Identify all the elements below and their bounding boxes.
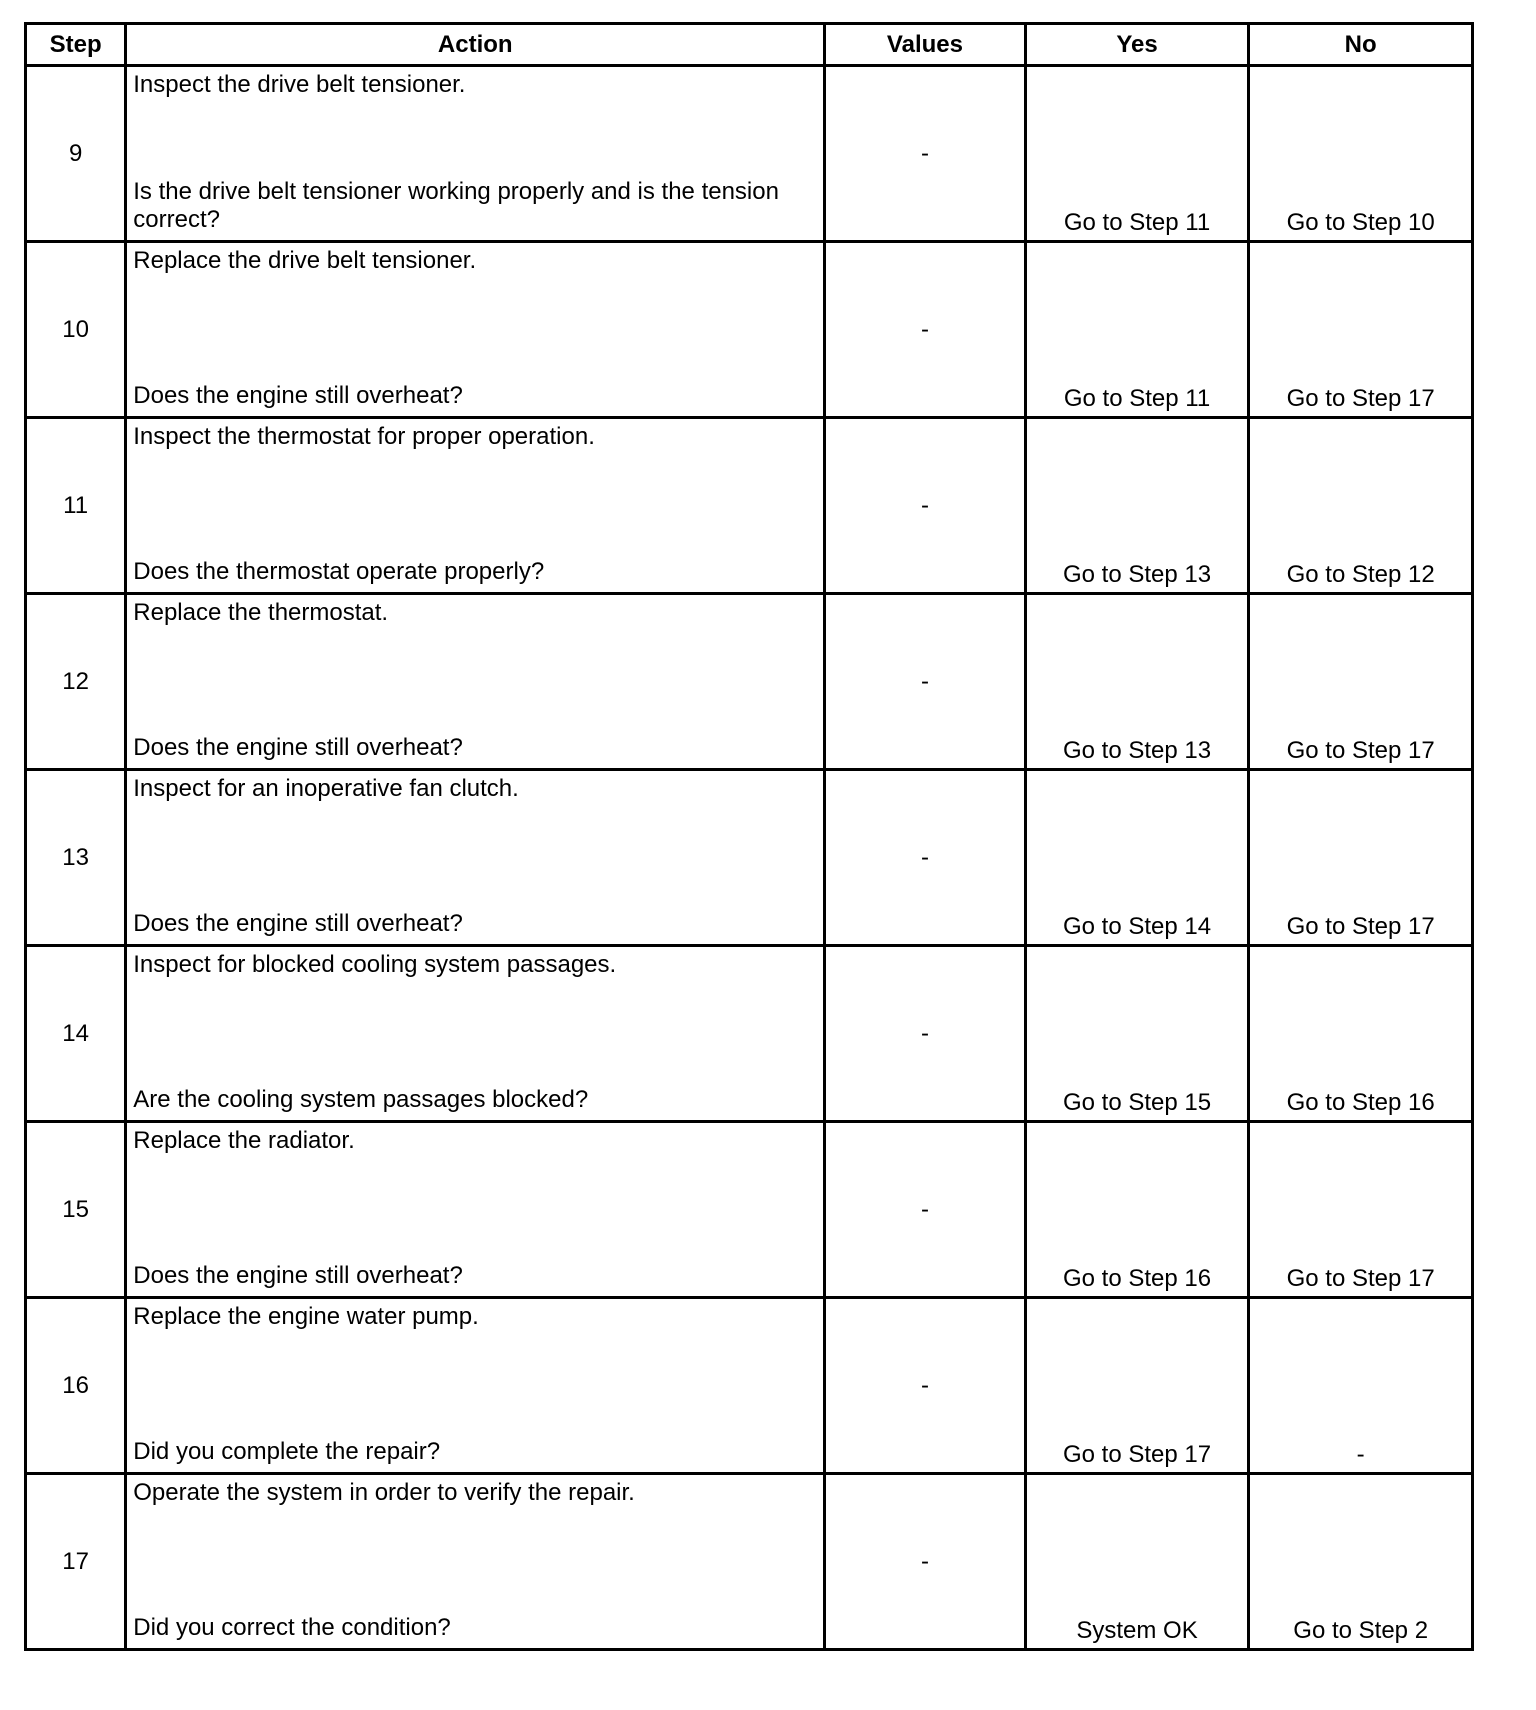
action-instruction: Operate the system in order to verify the repair. — [133, 1479, 635, 1506]
action-question: Is the drive belt tensioner working properly and is the tension correct? — [133, 178, 779, 233]
action-wrap — [127, 771, 823, 941]
action-wrap — [127, 1475, 823, 1645]
yes-result: Go to Step 14 — [1062, 913, 1212, 940]
yes-result: System OK — [1076, 1617, 1198, 1644]
no-result: Go to Step 2 — [1293, 1617, 1429, 1644]
action-cell — [126, 946, 825, 1122]
no-cell — [1249, 946, 1473, 1122]
values-cell: - — [825, 1298, 1026, 1474]
table-row — [26, 1474, 1473, 1650]
header-no: No — [1249, 24, 1473, 66]
values-cell: - — [825, 770, 1026, 946]
no-result: Go to Step 10 — [1286, 209, 1435, 236]
action-cell — [126, 242, 825, 418]
no-cell — [1249, 770, 1473, 946]
no-result: Go to Step 17 — [1286, 1265, 1435, 1292]
action-question: Does the engine still overheat? — [133, 1262, 463, 1289]
no-cell — [1249, 66, 1473, 242]
no-result: Go to Step 17 — [1286, 913, 1435, 940]
action-cell — [126, 1122, 825, 1298]
yes-cell — [1025, 418, 1249, 594]
table-row — [26, 1298, 1473, 1474]
no-result: Go to Step 16 — [1286, 1089, 1435, 1116]
action-wrap — [127, 243, 823, 413]
step-number: 10 — [26, 242, 126, 418]
header-yes: Yes — [1025, 24, 1249, 66]
step-number: 9 — [26, 66, 126, 242]
no-cell — [1249, 1474, 1473, 1650]
action-instruction: Replace the thermostat. — [133, 599, 389, 626]
step-number: 16 — [26, 1298, 126, 1474]
step-number: 11 — [26, 418, 126, 594]
header-values: Values — [825, 24, 1026, 66]
yes-result: Go to Step 16 — [1062, 1265, 1212, 1292]
yes-result: Go to Step 15 — [1062, 1089, 1212, 1116]
action-wrap — [127, 419, 823, 589]
table-row — [26, 1122, 1473, 1298]
step-number: 12 — [26, 594, 126, 770]
values-cell: - — [825, 1474, 1026, 1650]
no-cell — [1249, 418, 1473, 594]
action-question: Did you correct the condition? — [133, 1614, 451, 1641]
action-instruction: Inspect the thermostat for proper operation. — [133, 423, 595, 450]
no-cell — [1249, 242, 1473, 418]
values-cell: - — [825, 1122, 1026, 1298]
table-row — [26, 770, 1473, 946]
action-question: Does the engine still overheat? — [133, 382, 463, 409]
action-instruction: Replace the engine water pump. — [133, 1303, 479, 1330]
action-instruction: Replace the radiator. — [133, 1127, 355, 1154]
yes-cell — [1025, 594, 1249, 770]
action-question: Does the thermostat operate properly? — [133, 558, 545, 585]
action-instruction: Inspect for blocked cooling system passages. — [133, 951, 617, 978]
action-wrap — [127, 67, 823, 237]
yes-cell — [1025, 242, 1249, 418]
action-question: Does the engine still overheat? — [133, 910, 463, 937]
action-cell — [126, 1474, 825, 1650]
table-row — [26, 946, 1473, 1122]
action-instruction: Inspect for an inoperative fan clutch. — [133, 775, 519, 802]
action-instruction: Replace the drive belt tensioner. — [133, 247, 477, 274]
no-result: Go to Step 17 — [1286, 385, 1435, 412]
action-cell — [126, 66, 825, 242]
action-question: Does the engine still overheat? — [133, 734, 463, 761]
yes-cell — [1025, 770, 1249, 946]
no-result: - — [1356, 1441, 1365, 1468]
action-question: Did you complete the repair? — [133, 1438, 441, 1465]
no-result: Go to Step 17 — [1286, 737, 1435, 764]
yes-result: Go to Step 13 — [1062, 737, 1212, 764]
header-step: Step — [26, 24, 126, 66]
yes-result: Go to Step 11 — [1063, 209, 1211, 236]
yes-cell — [1025, 1122, 1249, 1298]
action-cell — [126, 418, 825, 594]
no-cell — [1249, 1298, 1473, 1474]
action-wrap — [127, 1123, 823, 1293]
values-cell: - — [825, 594, 1026, 770]
values-cell: - — [825, 242, 1026, 418]
step-number: 17 — [26, 1474, 126, 1650]
step-number: 13 — [26, 770, 126, 946]
step-number: 14 — [26, 946, 126, 1122]
table-body — [26, 66, 1473, 1650]
values-cell: - — [825, 418, 1026, 594]
no-result: Go to Step 12 — [1286, 561, 1435, 588]
yes-cell — [1025, 1474, 1249, 1650]
values-cell: - — [825, 946, 1026, 1122]
action-wrap — [127, 947, 823, 1117]
action-wrap — [127, 1299, 823, 1469]
action-cell — [126, 1298, 825, 1474]
yes-result: Go to Step 13 — [1062, 561, 1212, 588]
action-cell — [126, 594, 825, 770]
action-cell — [126, 770, 825, 946]
table-row — [26, 594, 1473, 770]
yes-cell — [1025, 946, 1249, 1122]
table-row — [26, 418, 1473, 594]
action-instruction: Inspect the drive belt tensioner. — [133, 71, 466, 98]
action-wrap — [127, 595, 823, 765]
yes-result: Go to Step 11 — [1063, 385, 1211, 412]
diagnostic-table — [24, 22, 1474, 1651]
table-row — [26, 242, 1473, 418]
header-action: Action — [126, 24, 825, 66]
header-row — [26, 24, 1473, 66]
values-cell: - — [825, 66, 1026, 242]
no-cell — [1249, 594, 1473, 770]
yes-cell — [1025, 1298, 1249, 1474]
yes-result: Go to Step 17 — [1062, 1441, 1212, 1468]
yes-cell — [1025, 66, 1249, 242]
no-cell — [1249, 1122, 1473, 1298]
action-question: Are the cooling system passages blocked? — [133, 1086, 589, 1113]
table-row — [26, 66, 1473, 242]
step-number: 15 — [26, 1122, 126, 1298]
